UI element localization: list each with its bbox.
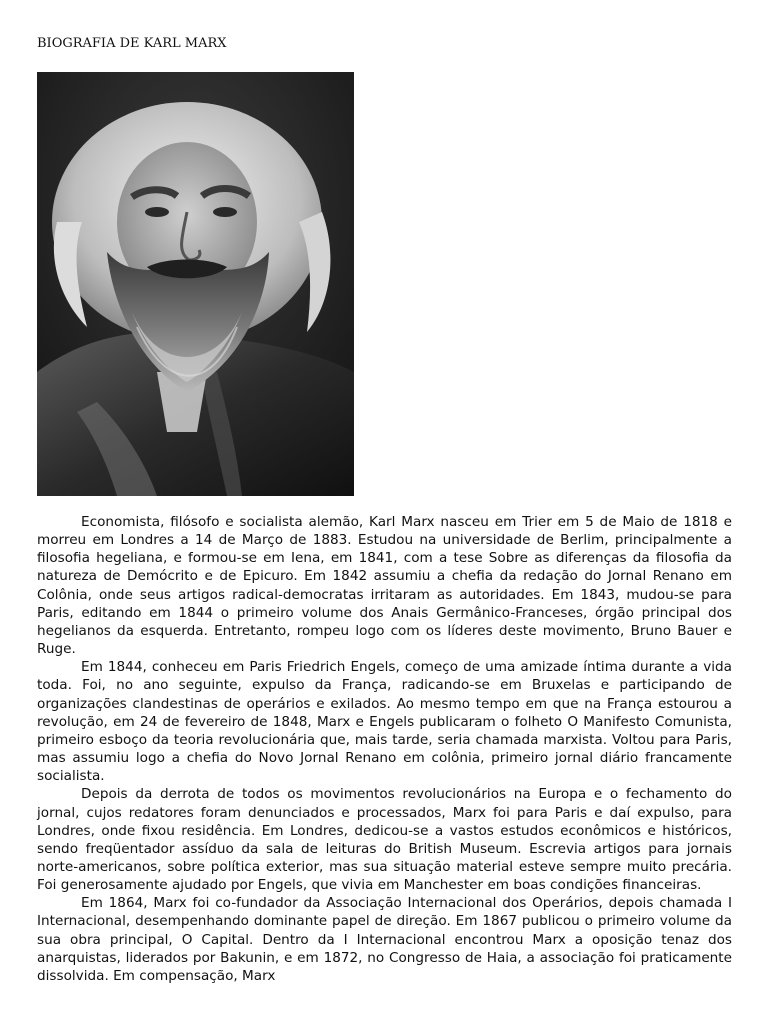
paragraph-2: Em 1844, conheceu em Paris Friedrich Engels, começo de uma amizade íntima durante a vida toda. Foi, no ano seguinte, expulso da França, radicando-se em Bruxelas e participando de organizações clandestinas de operários e exilados. Ao mesmo tempo em que na França estourou a revolução, em 24 de fevereiro de 1848, Marx e Engels publicaram o folheto O Manifesto Comunista, primeiro esboço da teoria revolucionária que, mais tarde, seria chamada marxista. Voltou para Paris, mas assumiu logo a chefia do Novo Jornal Renano em colônia, primeiro jornal diário francamente socialista. [37,659,732,785]
paragraph-3: Depois da derrota de todos os movimentos revolucionários na Europa e o fechamento do jornal, cujos redatores foram denunciados e processados, Marx foi para Paris e daí expulso, para Londres, onde fixou residência. Em Londres, dedicou-se a vastos estudos econômicos e históricos, sendo freqüentador assíduo da sala de leituras do British Museum. Escrevia artigos para jornais norte-americanos, sobre política exterior, mas sua situação material esteve sempre muito precária. Foi generosamente ajudado por Engels, que vivia em Manchester em boas condições financeiras. [37,786,732,894]
document-title: BIOGRAFIA DE KARL MARX [37,36,227,51]
biography-body [37,513,732,985]
paragraph-1: Economista, filósofo e socialista alemão, Karl Marx nasceu em Trier em 5 de Maio de 1818 e morreu em Londres a 14 de Março de 1883. Estudou na universidade de Berlim, principalmente a filosofia hegeliana, e formou-se em Iena, em 1841, com a tese Sobre as diferenças da filosofia da natureza de Demócrito e de Epicuro. Em 1842 assumiu a chefia da redação do Jornal Renano em Colônia, onde seus artigos radical-democratas irritaram as autoridades. Em 1843, mudou-se para Paris, editando em 1844 o primeiro volume dos Anais Germânico-Franceses, órgão principal dos hegelianos da esquerda. Entretanto, rompeu logo com os líderes deste movimento, Bruno Bauer e Ruge. [37,514,732,658]
portrait-photo-icon [37,72,354,496]
portrait-photo [37,72,354,496]
paragraph-4: Em 1864, Marx foi co-fundador da Associação Internacional dos Operários, depois chamada I Internacional, desempenhando dominante papel de direção. Em 1867 publicou o primeiro volume da sua obra principal, O Capital. Dentro da I Internacional encontrou Marx a oposição tenaz dos anarquistas, liderados por Bakunin, e em 1872, no Congresso de Haia, a associação foi praticamente dissolvida. Em compensação, Marx [37,895,732,984]
